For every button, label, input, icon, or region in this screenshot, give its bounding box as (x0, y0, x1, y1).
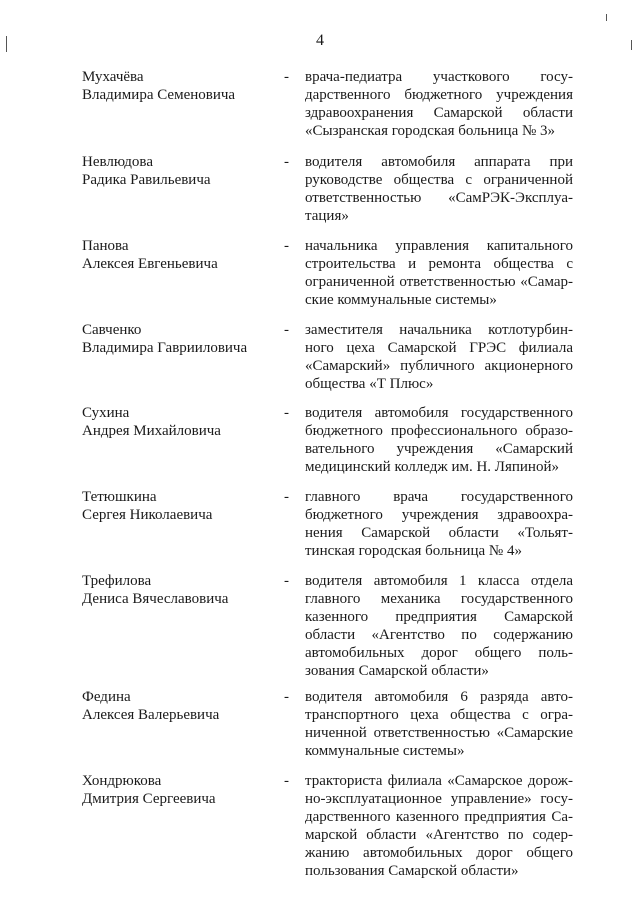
position-description (305, 153, 573, 225)
position-line: тракториста филиала «Самарское дорож- (305, 773, 573, 789)
given-name: Радика Равильевича (82, 172, 211, 188)
position-line: «Сызранская городская больница № 3» (305, 123, 556, 139)
position-description (305, 404, 573, 476)
position-line: водителя автомобиля аппарата при (305, 154, 573, 170)
position-line: водителя автомобиля государственного (305, 405, 573, 421)
given-name: Алексея Валерьевича (82, 707, 220, 723)
position-line: вательного учреждения «Самарский (305, 441, 573, 457)
dash: - (284, 489, 289, 505)
position-line: врача-педиатра участкового госу- (305, 69, 573, 85)
person-name (82, 153, 282, 189)
person-name (82, 688, 282, 724)
position-line: начальника управления капитального (305, 238, 573, 254)
dash: - (284, 322, 289, 338)
position-description (305, 772, 573, 880)
scan-edge-mark-right-top (606, 14, 607, 21)
position-line: тинская городская больница № 4» (305, 543, 522, 559)
person-name (82, 404, 282, 440)
dash: - (284, 69, 289, 85)
given-name: Алексея Евгеньевича (82, 256, 218, 272)
surname: Савченко (82, 322, 142, 338)
position-line: дарственного казенного предприятия Са- (305, 809, 573, 825)
position-line: «Самарский» публичного акционерного (305, 358, 573, 374)
dash: - (284, 573, 289, 589)
position-description (305, 237, 573, 309)
position-line: казенного предприятия Самарской (305, 609, 573, 625)
position-line: бюджетного профессионального образо- (305, 423, 573, 439)
position-line: ного цеха Самарской ГРЭС филиала (305, 340, 573, 356)
position-description (305, 572, 573, 680)
position-line: заместителя начальника котлотурбин- (305, 322, 573, 338)
position-line: главного врача государственного (305, 489, 573, 505)
position-line: строительства и ремонта общества с (305, 256, 573, 272)
position-line: ограниченной ответственностью «Самар- (305, 274, 573, 290)
position-line: пользования Самарской области» (305, 863, 519, 879)
position-line: ские коммунальные системы» (305, 292, 497, 308)
given-name: Дмитрия Сергеевича (82, 791, 216, 807)
given-name: Владимира Гаврииловича (82, 340, 248, 356)
position-line: бюджетного учреждения здравоохра- (305, 507, 573, 523)
person-name (82, 772, 282, 808)
position-line: водителя автомобиля 6 разряда авто- (305, 689, 573, 705)
surname: Невлюдова (82, 154, 153, 170)
position-line: здравоохранения Самарской области (305, 105, 573, 121)
position-line: зования Самарской области» (305, 663, 489, 679)
surname: Панова (82, 238, 129, 254)
person-name (82, 68, 282, 104)
position-line: главного механика государственного (305, 591, 573, 607)
position-line: тация» (305, 208, 349, 224)
person-name (82, 572, 282, 608)
position-description (305, 68, 573, 140)
surname: Федина (82, 689, 131, 705)
surname: Тетюшкина (82, 489, 157, 505)
position-line: дарственного бюджетного учреждения (305, 87, 573, 103)
dash: - (284, 405, 289, 421)
position-line: области «Агентство по содержанию (305, 627, 573, 643)
position-line: марской области «Агентство по содер- (305, 827, 573, 843)
dash: - (284, 238, 289, 254)
position-description (305, 488, 573, 560)
position-description (305, 688, 573, 760)
position-line: ответственностью «СамРЭК-Эксплуа- (305, 190, 573, 206)
position-line: транспортного цеха общества с огра- (305, 707, 573, 723)
surname: Мухачёва (82, 69, 144, 85)
position-line: водителя автомобиля 1 класса отдела (305, 573, 573, 589)
position-line: руководстве общества с ограниченной (305, 172, 573, 188)
dash: - (284, 773, 289, 789)
position-line: но-эксплуатационное управление» госу- (305, 791, 573, 807)
position-line: автомобильных дорог общего поль- (305, 645, 573, 661)
given-name: Дениса Вячеславовича (82, 591, 229, 607)
position-line: общества «Т Плюс» (305, 376, 434, 392)
surname: Сухина (82, 405, 130, 421)
given-name: Сергея Николаевича (82, 507, 213, 523)
surname: Трефилова (82, 573, 152, 589)
position-line: медицинский колледж им. Н. Ляпиной» (305, 459, 559, 475)
surname: Хондрюкова (82, 773, 162, 789)
position-description (305, 321, 573, 393)
person-name (82, 237, 282, 273)
page-number: 4 (316, 32, 324, 49)
position-line: коммунальные системы» (305, 743, 465, 759)
position-line: жанию автомобильных дорог общего (305, 845, 573, 861)
given-name: Андрея Михайловича (82, 423, 221, 439)
position-line: ниченной ответственностью «Самарские (305, 725, 573, 741)
position-line: нения Самарской области «Тольят- (305, 525, 573, 541)
given-name: Владимира Семеновича (82, 87, 236, 103)
dash: - (284, 154, 289, 170)
person-name (82, 488, 282, 524)
person-name (82, 321, 282, 357)
dash: - (284, 689, 289, 705)
